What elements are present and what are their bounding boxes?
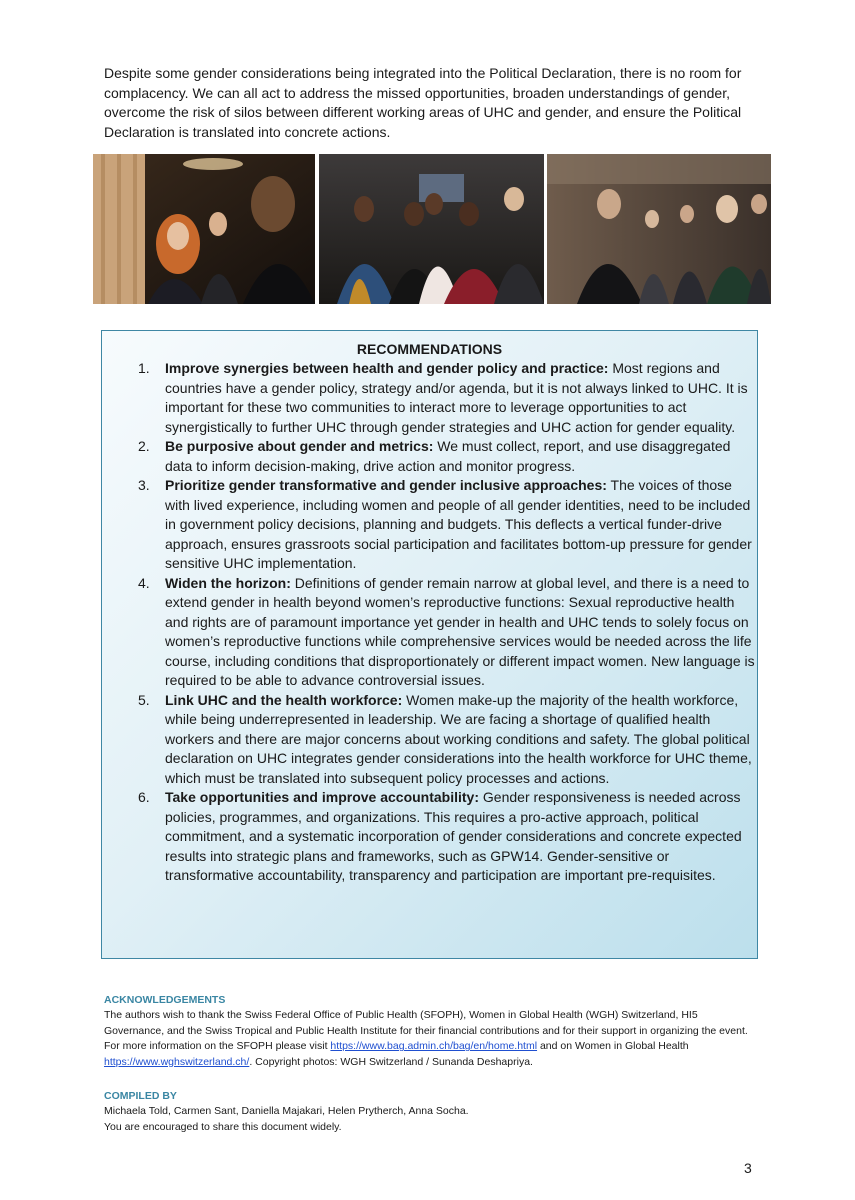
recommendation-number: 4. — [138, 574, 150, 591]
recommendation-number: 3. — [138, 477, 150, 493]
recommendation-item — [138, 437, 755, 476]
wgh-link[interactable]: https://www.wghswitzerland.ch/ — [104, 1055, 250, 1068]
recommendations-title: RECOMMENDATIONS — [356, 341, 503, 357]
recommendation-item — [138, 788, 755, 886]
recommendation-heading: Link UHC and the health workforce: — [165, 691, 403, 708]
recommendation-text: The voices of those with lived experience, including women and people of all gender identities, need to be included in government policy decisions, planning and budgets. This deflects a vertical funder-drive approach, ensures grassroots social participation and facilitates bottom-up pressure for gender sensitive UHC implementation. — [165, 477, 752, 571]
authors-list: Michaela Told, Carmen Sant, Daniella Majakari, Helen Prytherch, Anna Socha. — [104, 1105, 469, 1117]
recommendation-number: 2. — [138, 438, 150, 454]
recommendation-heading: Prioritize gender transformative and gender inclusive approaches: — [165, 477, 607, 493]
recommendations-box — [101, 330, 758, 959]
recommendation-item — [138, 691, 755, 789]
recommendation-heading: Be purposive about gender and metrics: — [165, 438, 434, 454]
event-photo-2 — [319, 154, 544, 304]
compiled-by-heading: COMPILED BY — [104, 1090, 177, 1102]
acknowledgements-heading: ACKNOWLEDGEMENTS — [104, 994, 226, 1006]
recommendation-text: Most regions and countries have a gender policy, strategy and/or agenda, but it is not always linked to UHC. It is important for these two communities to interact more to leverage opportunities to act synergistically to further UHC through gender strategies and UHC action for gender equality. — [165, 360, 748, 435]
sfoph-link[interactable]: https://www.bag.admin.ch/bag/en/home.html — [330, 1040, 538, 1053]
recommendation-heading: Improve synergies between health and gender policy and practice: — [165, 360, 609, 376]
share-note: You are encouraged to share this document widely. — [104, 1120, 342, 1133]
recommendation-text: Definitions of gender remain narrow at global level, and there is a need to extend gender in health beyond women’s reproductive functions: Sexual reproductive health and rights are of paramount importance yet gender in health and UHC tends to solely focus on women’s reproductive functions while comprehensive services would be needed across the life course, including conditions that disproportionately or different impact women. New language is required to be able to advance controversial issues. — [165, 574, 755, 688]
event-photo-3 — [547, 154, 771, 304]
recommendation-number: 6. — [138, 789, 150, 805]
intro-paragraph: Despite some gender considerations being integrated into the Political Declaration, there is no room for complacency. We can all act to address the missed opportunities, broaden understandings of gender, overcome the risk of silos between different working areas of UHC and gender, and ensure the Political Declaration is translated into concrete actions. — [104, 65, 742, 140]
recommendations-list — [138, 359, 755, 886]
compiled-by-text — [104, 1104, 759, 1135]
event-photo-1 — [93, 154, 315, 304]
recommendation-text: Women make-up the majority of the health workforce, while being underrepresented in leadership. We are facing a shortage of qualified health workers and there are major concerns about working conditions and safety. The global political declaration on UHC integrates gender considerations into the health workforce for UHC theme, which must be translated into subsequent policy processes and actions. — [165, 691, 752, 786]
recommendation-text: Gender responsiveness is needed across policies, programmes, and organizations. This requires a pro-active approach, political commitment, and a systematic incorporation of gender considerations and concrete expected results into strategic plans and frameworks, such as GPW14. Gender-sensitive or transformative accountability, transparency and participation are important pre-requisites. — [165, 789, 742, 883]
acknowledgements-text-part-2: and on Women in Global Health — [537, 1040, 689, 1053]
recommendation-item — [138, 359, 755, 437]
recommendation-number: 1. — [138, 360, 150, 376]
recommendation-item — [138, 574, 755, 691]
recommendation-item — [138, 476, 755, 574]
recommendation-number: 5. — [138, 691, 150, 708]
acknowledgements-text — [104, 1008, 759, 1070]
acknowledgements-text-part-3: . Copyright photos: WGH Switzerland / Sunanda Deshapriya. — [249, 1055, 533, 1068]
recommendation-text: We must collect, report, and use disaggregated data to inform decision-making, drive action and monitor progress. — [165, 438, 731, 474]
page-number: 3 — [744, 1160, 752, 1176]
recommendation-heading: Widen the horizon: — [165, 574, 291, 591]
recommendation-heading: Take opportunities and improve accountability: — [165, 789, 480, 805]
acknowledgements-text-part-1: The authors wish to thank the Swiss Federal Office of Public Health (SFOPH), Women in Global Health (WGH) Switzerland, HI5 Governance, and the Swiss Tropical and Public Health Institute for their financial contributions and for their support in organizing the event. For more information on the SFOPH please visit — [104, 1009, 748, 1053]
